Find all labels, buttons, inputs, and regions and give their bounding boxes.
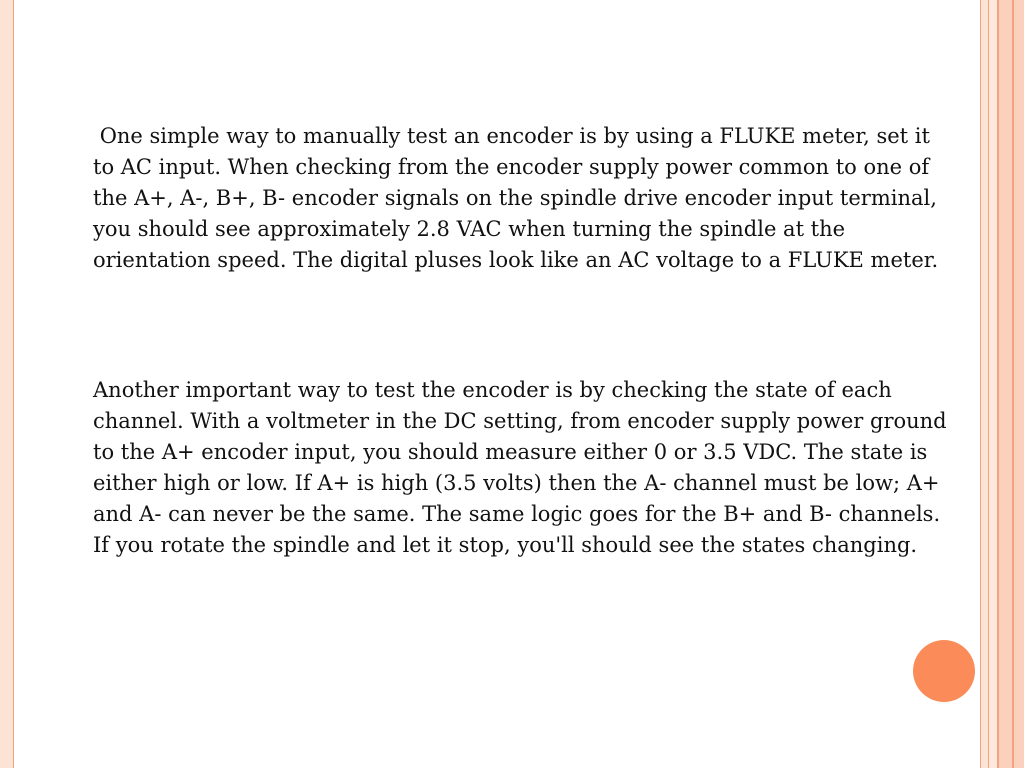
right-border-stripe [989,0,998,768]
right-border-stripe [980,0,989,768]
paragraph-ac-test: One simple way to manually test an encoder is by using a FLUKE meter, set it to AC input. When checking from the encoder supply power common to one of the A+, A-, B+, B- encoder signals on the spindle drive encoder input terminal, you should see approximately 2.8 VAC when turning the spindle at the orientation speed. The digital pluses look like an AC voltage to a FLUKE meter. [93,124,944,272]
right-border-stripe [998,0,1024,768]
paragraph-dc-test: Another important way to test the encoder is by checking the state of each channel. With a voltmeter in the DC setting, from encoder supply power ground to the A+ encoder input, you should measure either 0 or 3.5 VDC. The state is either high or low. If A+ is high (3.5 volts) then the A- channel must be low; A+ and A- can never be the same. The same logic goes for the B+ and B- channels. If you rotate the spindle and let it stop, you'll should see the states changing. [93,378,954,557]
decorative-circle [913,640,975,702]
left-border-stripe [0,0,14,768]
right-border-line [1012,0,1014,768]
